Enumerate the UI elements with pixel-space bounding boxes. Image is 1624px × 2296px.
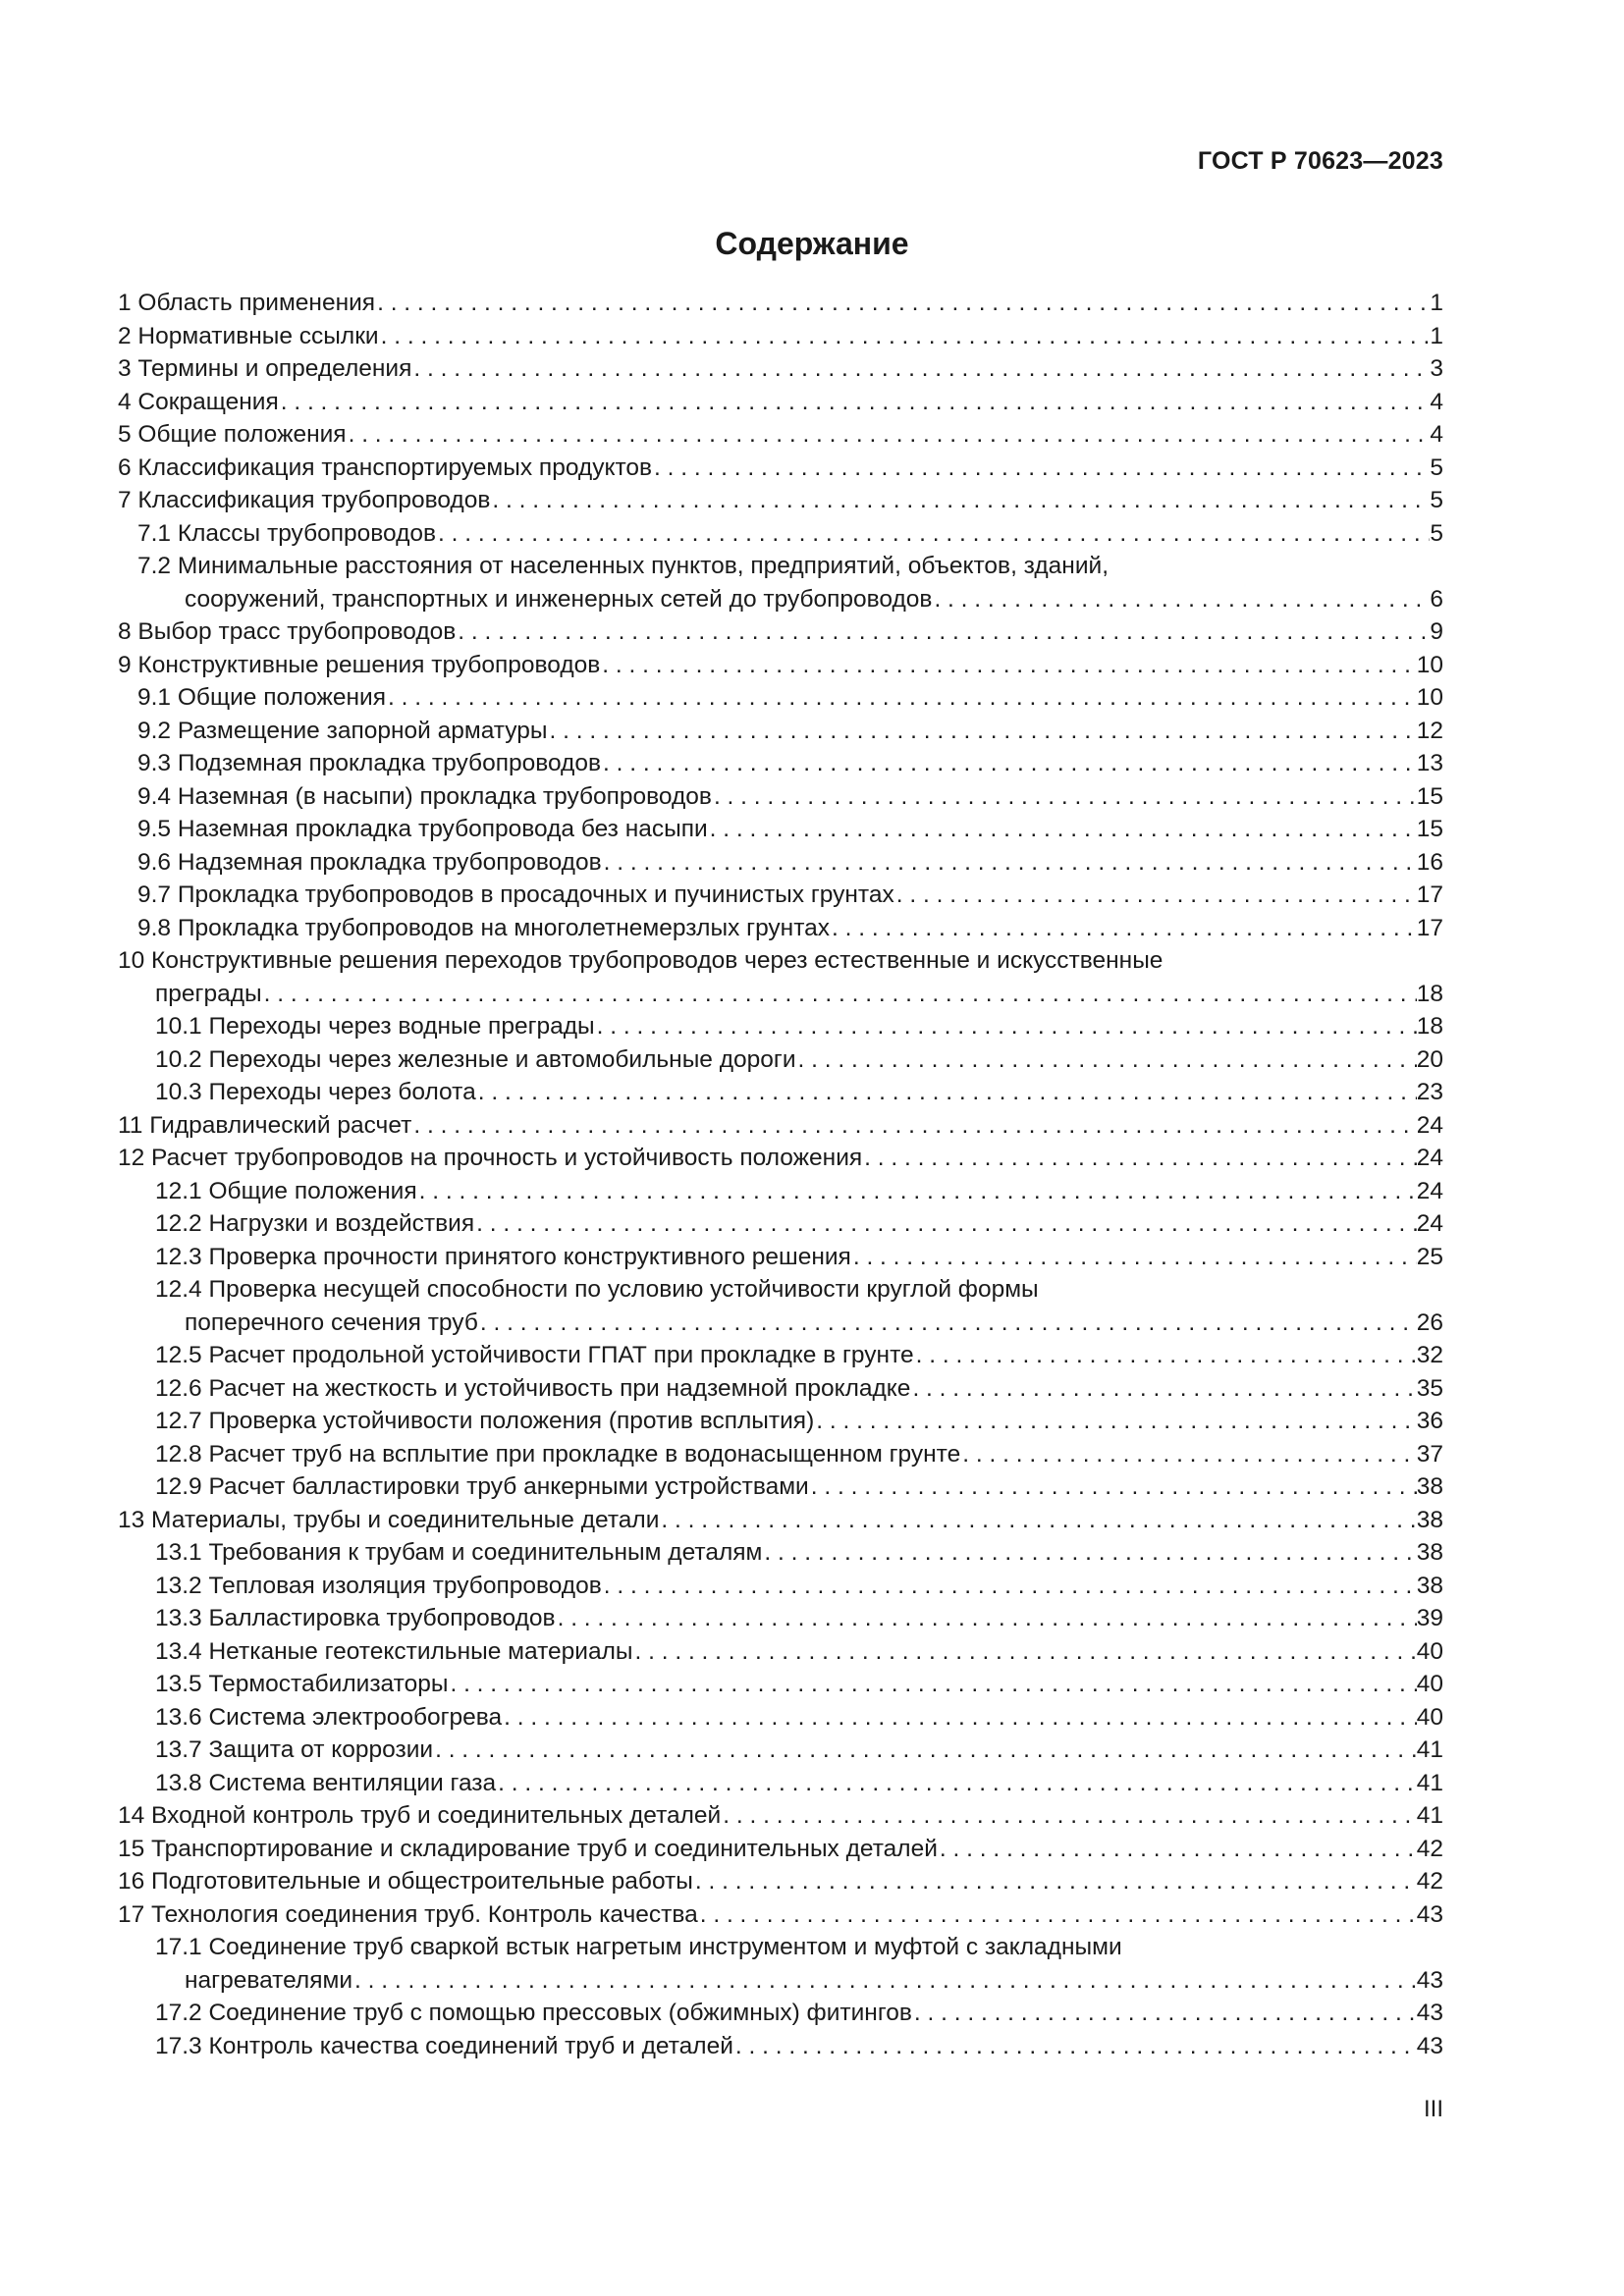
toc-entry[interactable] <box>118 1339 1443 1372</box>
toc-dot-leader <box>708 813 1417 846</box>
toc-dot-leader <box>417 1175 1417 1208</box>
toc-dot-leader <box>814 1405 1416 1438</box>
toc-dot-leader <box>932 583 1430 616</box>
toc-entry[interactable] <box>118 320 1443 353</box>
toc-entry-title: 15 Транспортирование и складирование труб и соединительных деталей <box>118 1835 938 1862</box>
toc-dot-leader <box>602 846 1417 880</box>
toc-entry-title: 12.5 Расчет продольной устойчивости ГПАТ при прокладке в грунте <box>155 1342 914 1368</box>
toc-entry-page: 35 <box>1416 1374 1443 1402</box>
toc-entry[interactable] <box>118 1734 1443 1767</box>
toc-dot-leader <box>938 1833 1417 1866</box>
toc-entry-page: 40 <box>1416 1671 1443 1697</box>
toc-dot-leader <box>809 1470 1417 1504</box>
toc-entry-page: 15 <box>1416 782 1443 810</box>
toc-entry-title: 7.1 Классы трубопроводов <box>137 519 437 547</box>
toc-entry-page: 1 <box>1430 290 1443 316</box>
toc-entry-title: 13.3 Балластировка трубопроводов <box>155 1605 556 1631</box>
toc-entry-page: 12 <box>1416 717 1443 744</box>
toc-entry-title: 7 Классификация трубопроводов <box>118 487 491 513</box>
toc-entry[interactable] <box>118 1570 1443 1603</box>
toc-entry-page: 1 <box>1430 322 1443 349</box>
toc-entry[interactable] <box>118 484 1443 517</box>
toc-dot-leader <box>721 1799 1416 1833</box>
toc-entry[interactable] <box>118 649 1443 682</box>
toc-dot-leader <box>600 649 1416 682</box>
toc-entry-page: 10 <box>1416 651 1443 678</box>
toc-entry[interactable] <box>118 1175 1443 1208</box>
toc-entry[interactable] <box>118 1635 1443 1669</box>
toc-entry-title: 2 Нормативные ссылки <box>118 322 379 349</box>
toc-entry-page: 18 <box>1416 980 1443 1007</box>
toc-entry-page: 41 <box>1416 1736 1443 1763</box>
toc-entry-heading-line: 12.4 Проверка несущей способности по условию устойчивости круглой формы <box>155 1276 1039 1303</box>
toc-entry-page: 15 <box>1416 816 1443 842</box>
toc-entry-page: 5 <box>1430 454 1443 481</box>
toc-dot-leader <box>433 1734 1417 1767</box>
toc-entry-page: 24 <box>1416 1111 1443 1139</box>
toc-entry[interactable] <box>118 1997 1443 2030</box>
toc-entry-title: 6 Классификация транспортируемых продуктов <box>118 454 653 481</box>
toc-dot-leader <box>632 1635 1416 1669</box>
toc-entry[interactable] <box>118 1043 1443 1077</box>
toc-entry-page: 20 <box>1416 1045 1443 1073</box>
toc-entry-page: 43 <box>1416 1966 1443 1994</box>
toc-dot-leader <box>762 1536 1416 1570</box>
toc-entry-title: 12.8 Расчет труб на всплытие при прокладке в водонасыщенном грунте <box>155 1440 961 1468</box>
toc-dot-leader <box>595 1010 1417 1043</box>
toc-dot-leader <box>379 320 1431 353</box>
toc-entry-title: 9.8 Прокладка трубопроводов на многолетнемерзлых грунтах <box>137 914 831 941</box>
toc-entry-page: 18 <box>1416 1013 1443 1040</box>
toc-entry[interactable] <box>118 1109 1443 1143</box>
toc-entry-page: 38 <box>1416 1506 1443 1533</box>
toc-dot-leader <box>474 1207 1417 1241</box>
toc-entry-title: 12.6 Расчет на жесткость и устойчивость при надземной прокладке <box>155 1374 911 1402</box>
toc-entry[interactable] <box>118 1799 1443 1833</box>
toc-entry-title: 4 Сокращения <box>118 388 279 415</box>
toc-dot-leader <box>601 747 1417 780</box>
toc-entry-page: 43 <box>1416 1900 1443 1928</box>
toc-entry-page: 4 <box>1430 421 1443 448</box>
toc-entry[interactable] <box>118 2030 1443 2063</box>
toc-entry[interactable] <box>118 1241 1443 1274</box>
toc-entry-page: 10 <box>1416 684 1443 711</box>
toc-dot-leader <box>602 1570 1417 1603</box>
toc-entry-title: 9.5 Наземная прокладка трубопровода без насыпи <box>137 816 708 842</box>
toc-dot-leader <box>490 484 1430 517</box>
toc-entry[interactable] <box>118 386 1443 419</box>
toc-entry[interactable] <box>118 1833 1443 1866</box>
toc-entry[interactable] <box>118 1372 1443 1406</box>
toc-entry[interactable] <box>118 1307 1443 1340</box>
toc-entry[interactable] <box>118 846 1443 880</box>
toc-entry[interactable] <box>118 1142 1443 1175</box>
toc-dot-leader <box>448 1668 1416 1701</box>
toc-entry-page: 13 <box>1416 750 1443 776</box>
toc-entry-page: 41 <box>1416 1769 1443 1796</box>
toc-entry-title: 10.1 Переходы через водные преграды <box>155 1013 595 1040</box>
toc-entry-title: поперечного сечения труб <box>185 1308 478 1336</box>
toc-dot-leader <box>659 1504 1416 1537</box>
toc-entry-page: 16 <box>1416 848 1443 876</box>
toc-entry-title: 9.1 Общие положения <box>137 684 387 711</box>
toc-dot-leader <box>375 287 1430 320</box>
toc-dot-leader <box>411 352 1430 386</box>
toc-entry-page: 23 <box>1416 1079 1443 1105</box>
toc-entry-page: 5 <box>1430 519 1443 547</box>
toc-entry-page: 26 <box>1416 1308 1443 1336</box>
toc-entry-title: 17.2 Соединение труб с помощью прессовых (обжимных) фитингов <box>155 2000 912 2026</box>
toc-entry[interactable] <box>118 978 1443 1011</box>
toc-entry[interactable] <box>118 1668 1443 1701</box>
toc-dot-leader <box>352 1964 1417 1998</box>
toc-entry-page: 40 <box>1416 1703 1443 1731</box>
toc-dot-leader <box>386 681 1417 715</box>
toc-entry-title: 14 Входной контроль труб и соединительных деталей <box>118 1802 722 1829</box>
toc-entry-title: 13.2 Тепловая изоляция трубопроводов <box>155 1572 602 1599</box>
toc-entry[interactable] <box>118 1898 1443 1932</box>
toc-dot-leader <box>960 1438 1416 1471</box>
toc-dot-leader <box>411 1109 1416 1143</box>
toc-entry-title: 9 Конструктивные решения трубопроводов <box>118 651 601 678</box>
toc-entry[interactable] <box>118 1438 1443 1471</box>
toc-entry-title: 12.3 Проверка прочности принятого конструктивного решения <box>155 1243 851 1270</box>
toc-entry-title: 9.4 Наземная (в насыпи) прокладка трубопроводов <box>137 782 712 810</box>
toc-entry[interactable] <box>118 615 1443 649</box>
toc-entry[interactable] <box>118 1504 1443 1537</box>
toc-entry[interactable] <box>118 1767 1443 1800</box>
toc-entry[interactable] <box>118 1076 1443 1109</box>
toc-entry-title: 12.9 Расчет балластировки труб анкерными устройствами <box>155 1473 809 1500</box>
toc-entry-title: 17.3 Контроль качества соединений труб и деталей <box>155 2032 733 2059</box>
toc-dot-leader <box>894 879 1417 912</box>
toc-entry-page: 32 <box>1416 1342 1443 1368</box>
toc-entry-title: 13.7 Защита от коррозии <box>155 1736 434 1763</box>
toc-entry[interactable] <box>118 1010 1443 1043</box>
toc-entry-page: 24 <box>1416 1145 1443 1171</box>
toc-entry-page: 43 <box>1416 2032 1443 2059</box>
toc-entry-title: 13 Материалы, трубы и соединительные детали <box>118 1506 660 1533</box>
toc-entry[interactable] <box>118 1405 1443 1438</box>
toc-dot-leader <box>862 1142 1417 1175</box>
toc-entry[interactable] <box>118 1536 1443 1570</box>
toc-dot-leader <box>262 978 1417 1011</box>
toc-entry-page: 38 <box>1416 1539 1443 1566</box>
toc-dot-leader <box>851 1241 1417 1274</box>
toc-entry[interactable] <box>118 1602 1443 1635</box>
toc-dot-leader <box>478 1307 1417 1340</box>
table-of-contents <box>118 287 1443 2062</box>
toc-entry-page: 37 <box>1416 1440 1443 1468</box>
toc-entry-page: 42 <box>1416 1868 1443 1895</box>
toc-entry-page: 17 <box>1416 914 1443 941</box>
toc-dot-leader <box>693 1865 1417 1898</box>
toc-dot-leader <box>279 386 1431 419</box>
page-title: Содержание <box>715 226 909 261</box>
toc-entry[interactable] <box>118 452 1443 485</box>
toc-entry-page: 40 <box>1416 1637 1443 1665</box>
toc-entry[interactable] <box>118 517 1443 551</box>
toc-entry-page: 25 <box>1416 1243 1443 1270</box>
toc-entry[interactable] <box>118 418 1443 452</box>
toc-dot-leader <box>912 1997 1417 2030</box>
toc-dot-leader <box>347 418 1431 452</box>
toc-entry-title: 12 Расчет трубопроводов на прочность и устойчивость положения <box>118 1145 863 1171</box>
toc-entry[interactable] <box>118 1701 1443 1735</box>
toc-entry[interactable] <box>118 747 1443 780</box>
toc-entry-page: 38 <box>1416 1572 1443 1599</box>
toc-entry-page: 6 <box>1430 585 1443 613</box>
toc-dot-leader <box>556 1602 1417 1635</box>
toc-entry-page: 3 <box>1430 355 1443 382</box>
toc-entry-page: 5 <box>1430 487 1443 513</box>
page-number: III <box>1423 2096 1443 2122</box>
toc-entry-title: 11 Гидравлический расчет <box>118 1111 412 1139</box>
toc-entry-heading-line: 17.1 Соединение труб сваркой встык нагретым инструментом и муфтой с закладными <box>155 1934 1122 1960</box>
toc-entry-page: 24 <box>1416 1210 1443 1237</box>
toc-dot-leader <box>712 780 1417 814</box>
toc-entry-title: 17 Технология соединения труб. Контроль качества <box>118 1900 698 1928</box>
toc-entry-page: 9 <box>1430 618 1443 645</box>
toc-dot-leader <box>914 1339 1417 1372</box>
toc-entry-title: 1 Область применения <box>118 290 376 316</box>
toc-dot-leader <box>476 1076 1417 1109</box>
toc-entry-page: 41 <box>1416 1802 1443 1829</box>
toc-dot-leader <box>502 1701 1417 1735</box>
toc-dot-leader <box>910 1372 1416 1406</box>
toc-entry[interactable] <box>118 1865 1443 1898</box>
toc-dot-leader <box>698 1898 1417 1932</box>
toc-entry-title: 8 Выбор трасс трубопроводов <box>118 618 457 645</box>
toc-entry[interactable] <box>118 912 1443 945</box>
toc-entry[interactable] <box>118 681 1443 715</box>
toc-entry-page: 36 <box>1416 1408 1443 1434</box>
toc-entry-title: 9.3 Подземная прокладка трубопроводов <box>137 750 601 776</box>
toc-entry-title: 10.2 Переходы через железные и автомобильные дороги <box>155 1045 796 1073</box>
toc-dot-leader <box>796 1043 1417 1077</box>
toc-entry[interactable] <box>118 780 1443 814</box>
toc-entry-title: 10.3 Переходы через болота <box>155 1079 476 1105</box>
toc-entry-title: 5 Общие положения <box>118 421 347 448</box>
toc-entry-title: 3 Термины и определения <box>118 355 412 382</box>
toc-entry[interactable] <box>118 352 1443 386</box>
toc-entry-page: 43 <box>1416 2000 1443 2026</box>
toc-entry-title: сооружений, транспортных и инженерных сетей до трубопроводов <box>185 585 933 613</box>
toc-dot-leader <box>733 2030 1417 2063</box>
toc-entry[interactable] <box>118 287 1443 320</box>
toc-entry-page: 38 <box>1416 1473 1443 1500</box>
document-code: ГОСТ Р 70623—2023 <box>1197 147 1443 175</box>
toc-entry-title: 9.6 Надземная прокладка трубопроводов <box>137 848 602 876</box>
toc-entry-title: 12.1 Общие положения <box>155 1177 417 1204</box>
toc-entry-page: 42 <box>1416 1835 1443 1862</box>
toc-entry-heading-line: 10 Конструктивные решения переходов трубопроводов через естественные и искусственные <box>118 947 1164 974</box>
toc-entry[interactable] <box>118 715 1443 748</box>
toc-entry-title: 9.7 Прокладка трубопроводов в просадочных и пучинистых грунтах <box>137 881 894 908</box>
toc-dot-leader <box>456 615 1430 649</box>
toc-dot-leader <box>652 452 1430 485</box>
toc-entry[interactable] <box>118 879 1443 912</box>
toc-entry-title: 16 Подготовительные и общестроительные работы <box>118 1868 693 1895</box>
toc-entry[interactable] <box>118 1964 1443 1998</box>
toc-entry-title: 12.2 Нагрузки и воздействия <box>155 1210 475 1237</box>
toc-entry[interactable] <box>118 1207 1443 1241</box>
toc-entry-title: 13.1 Требования к трубам и соединительным деталям <box>155 1539 763 1566</box>
toc-entry-title: 13.8 Система вентиляции газа <box>155 1769 497 1796</box>
toc-entry-title: 13.4 Нетканые геотекстильные материалы <box>155 1637 633 1665</box>
toc-entry-title: 13.5 Термостабилизаторы <box>155 1671 449 1697</box>
toc-entry-page: 17 <box>1416 881 1443 908</box>
toc-entry-title: 12.7 Проверка устойчивости положения (против всплытия) <box>155 1408 815 1434</box>
toc-entry-title: 13.6 Система электрообогрева <box>155 1703 503 1731</box>
toc-entry[interactable] <box>118 1470 1443 1504</box>
toc-dot-leader <box>548 715 1417 748</box>
toc-entry-title: нагревателями <box>185 1966 353 1994</box>
toc-dot-leader <box>830 912 1417 945</box>
toc-entry-heading-line: 7.2 Минимальные расстояния от населенных пунктов, предприятий, объектов, зданий, <box>137 553 1110 579</box>
toc-entry-title: 9.2 Размещение запорной арматуры <box>137 717 548 744</box>
toc-entry-title: преграды <box>155 980 262 1007</box>
toc-entry-page: 39 <box>1416 1605 1443 1631</box>
toc-entry-page: 4 <box>1430 388 1443 415</box>
toc-entry-page: 24 <box>1416 1177 1443 1204</box>
toc-dot-leader <box>436 517 1430 551</box>
toc-entry[interactable] <box>118 813 1443 846</box>
toc-dot-leader <box>496 1767 1417 1800</box>
toc-entry[interactable] <box>118 583 1443 616</box>
